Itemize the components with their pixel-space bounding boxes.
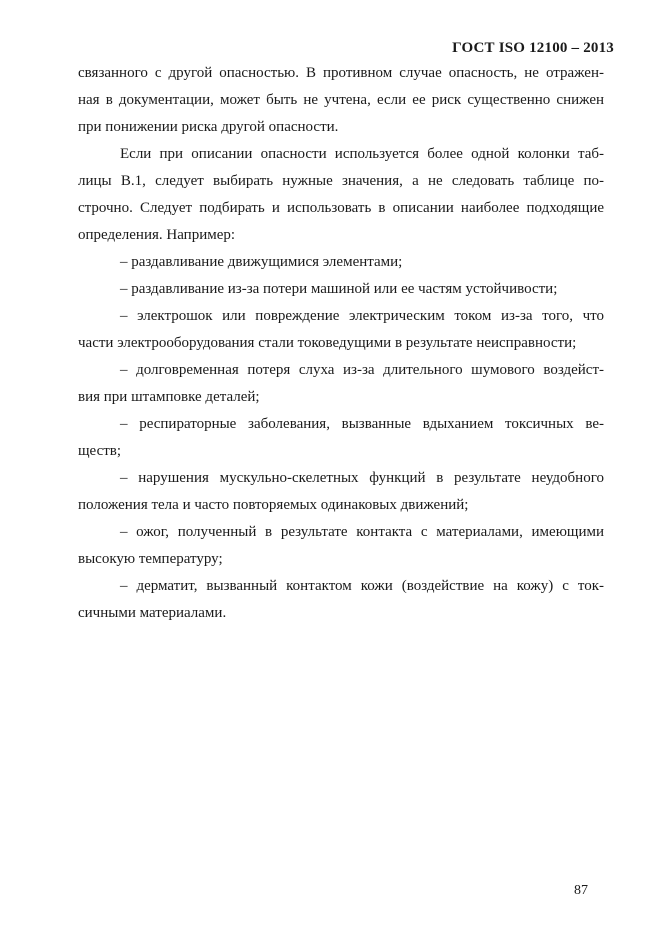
text-line: при понижении риска другой опасности.: [78, 119, 339, 135]
body-text: [78, 60, 604, 627]
list-item: – дерматит, вызванный контактом кожи (воздействие на кожу) с ток-: [120, 578, 604, 594]
page-header: ГОСТ ISO 12100 – 2013: [452, 40, 614, 56]
list-item: – нарушения мускульно-скелетных функций в результате неудобного: [120, 470, 604, 486]
list-item: – долговременная потеря слуха из-за длительного шумового воздейст-: [120, 362, 604, 378]
text-line: высокую температуру;: [78, 551, 223, 567]
text-line: Если при описании опасности используется более одной колонки таб-: [120, 146, 604, 162]
list-item: – электрошок или повреждение электрическим током из-за того, что: [120, 308, 604, 324]
list-item: – респираторные заболевания, вызванные вдыханием токсичных ве-: [120, 416, 604, 432]
text-line: ная в документации, может быть не учтена, если ее риск существенно снижен: [78, 92, 604, 108]
text-line: части электрооборудования стали токоведущими в результате неисправности;: [78, 335, 577, 351]
text-line: ществ;: [78, 443, 122, 459]
list-item: – раздавливание движущимися элементами;: [120, 254, 403, 270]
text-line: связанного с другой опасностью. В противном случае опасность, не отражен-: [78, 65, 604, 81]
text-line: положения тела и часто повторяемых одинаковых движений;: [78, 497, 469, 513]
list-item: – ожог, полученный в результате контакта с материалами, имеющими: [120, 524, 604, 540]
text-line: строчно. Следует подбирать и использовать в описании наиболее подходящие: [78, 200, 604, 216]
page-number: 87: [574, 883, 588, 898]
text-line: определения. Например:: [78, 227, 236, 243]
text-line: вия при штамповке деталей;: [78, 389, 260, 405]
text-line: лицы В.1, следует выбирать нужные значения, а не следовать таблице по-: [78, 173, 604, 189]
list-item: – раздавливание из-за потери машиной или ее частям устойчивости;: [120, 281, 558, 297]
text-line: сичными материалами.: [78, 605, 227, 621]
